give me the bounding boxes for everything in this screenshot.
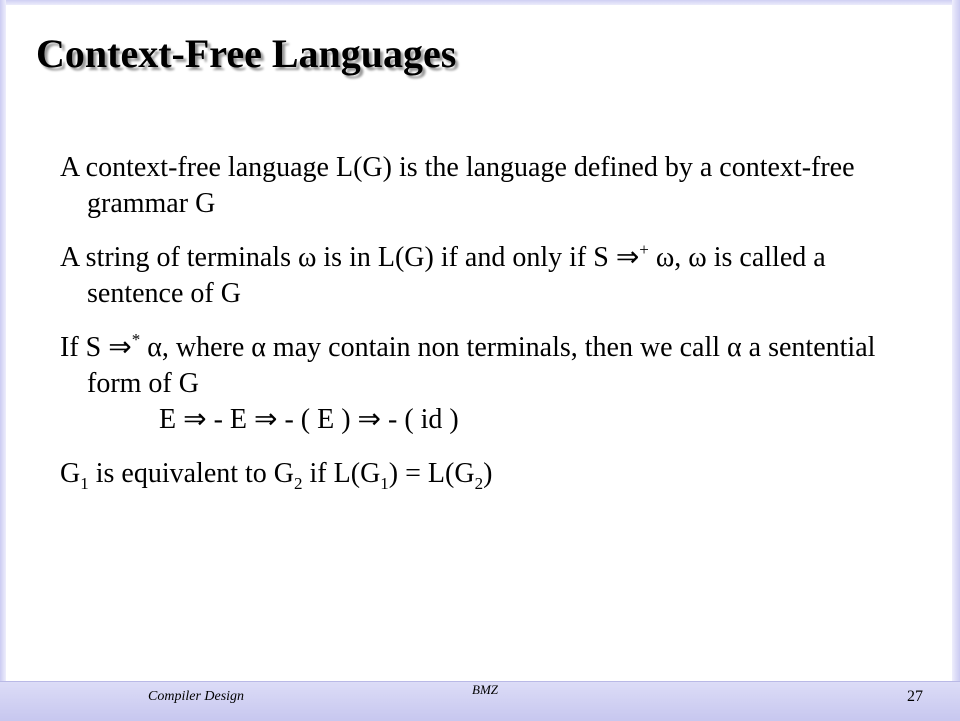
sentential-text-b: α, where α may contain non terminals, then we call α a sentential form of G bbox=[87, 332, 876, 399]
derivation-example: E ⇒ - E ⇒ - ( E ) ⇒ - ( id ) bbox=[159, 404, 459, 435]
equiv-sub-3: 1 bbox=[380, 474, 389, 493]
sentential-text-a: If S ⇒ bbox=[60, 332, 132, 363]
page-number: 27 bbox=[907, 688, 923, 705]
top-border bbox=[0, 0, 960, 5]
equiv-text-1: is equivalent to G bbox=[88, 458, 295, 489]
paragraph-sentence bbox=[60, 240, 910, 312]
footer-author: BMZ bbox=[472, 682, 498, 697]
paragraph-definition bbox=[60, 150, 910, 222]
paragraph-equivalence bbox=[60, 456, 910, 492]
equiv-sub-4: 2 bbox=[474, 474, 484, 493]
footer-course: Compiler Design bbox=[148, 689, 245, 704]
equiv-text-3: ) = L(G bbox=[388, 458, 475, 489]
equiv-g: G bbox=[60, 458, 81, 489]
left-border bbox=[0, 0, 6, 720]
right-border bbox=[952, 0, 960, 720]
sentence-text-b: ω, ω is called a sentence of G bbox=[87, 242, 826, 309]
sentence-text-a: A string of terminals ω is in L(G) if and only if S ⇒ bbox=[60, 242, 640, 273]
equiv-text-2: if L(G bbox=[302, 458, 381, 489]
slide-body bbox=[60, 150, 910, 510]
paragraph-sentential-form bbox=[60, 330, 910, 438]
equiv-sub-1: 1 bbox=[80, 474, 89, 493]
slide-title: Context-Free Languages bbox=[36, 31, 457, 76]
star-superscript: * bbox=[131, 330, 141, 349]
definition-text: A context-free language L(G) is the language defined by a context-free grammar G bbox=[60, 152, 855, 219]
equiv-text-4: ) bbox=[483, 458, 493, 489]
plus-superscript: + bbox=[639, 240, 649, 259]
equiv-sub-2: 2 bbox=[294, 474, 303, 493]
